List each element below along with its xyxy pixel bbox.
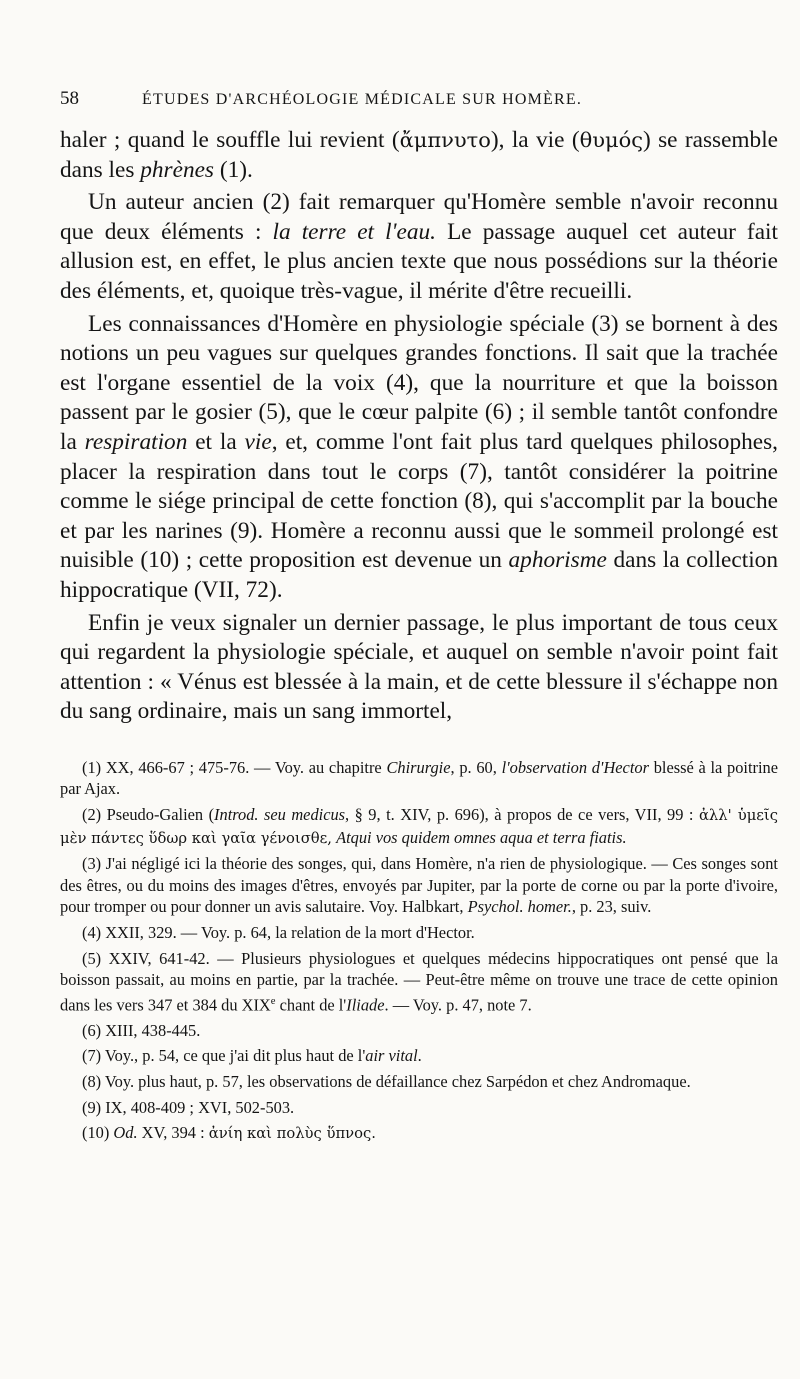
paragraph-4: Enfin je veux signaler un dernier passage, le plus important de tous ceux qui regardent la physiologie spéciale, et auquel on semble n'avoir point fait attention : « Vénus est blessée à la main, et de cette blessure il s'échappe non du sang ordinaire, mais un sang immortel,	[60, 609, 778, 725]
running-title: ÉTUDES D'ARCHÉOLOGIE MÉDICALE SUR HOMÈRE.	[142, 91, 583, 108]
greek-quote: ἀνίη καὶ πολὺς ὕπνος.	[208, 1125, 376, 1143]
greek-word: θυμός	[579, 128, 643, 152]
greek-word: ἄμπνυτο	[399, 128, 491, 152]
running-header	[60, 88, 778, 110]
footnote-1: (1) XX, 466-67 ; 475-76. — Voy. au chapitre Chirurgie, p. 60, l'observation d'Hector blessé à la poitrine par Ajax.	[60, 757, 779, 799]
footnote-2: (2) Pseudo-Galien (Introd. seu medicus, § 9, t. XIV, p. 696), à propos de ce vers, VII, 99 : ἀλλ' ὑμεῖς μὲν πάντες ὕδωρ καὶ γαῖα γένοισθε, Atqui vos quidem omnes aqua et terra fiatis.	[60, 805, 778, 847]
paragraph-1: haler ; quand le souffle lui revient (ἄμπνυτο), la vie (θυμός) se rassemble dans les phrènes (1).	[60, 127, 779, 183]
footnote-6: (6) XIII, 438-445.	[82, 1020, 201, 1040]
greek-quote: ἀλλ' ὑμεῖς μὲν πάντες ὕδωρ καὶ γαῖα γένοισθε,	[60, 807, 778, 847]
footnotes	[60, 757, 778, 1145]
footnote-8: (8) Voy. plus haut, p. 57, les observations de défaillance chez Sarpédon et chez Andromaque.	[82, 1072, 691, 1092]
main-text	[60, 126, 778, 727]
footnote-5: (5) XXIV, 641-42. — Plusieurs physiologues et quelques médecins hippocratiques ont pensé que la boisson passait, au moins en partie, par la trachée. — Peut-être même on trouve une trace de cette opinion dans les vers 347 et 384 du XIXe chant de l'Iliade. — Voy. p. 47, note 7.	[60, 948, 778, 1015]
page-number: 58	[60, 88, 79, 109]
paragraph-2: Un auteur ancien (2) fait remarquer qu'Homère semble n'avoir reconnu que deux éléments : la terre et l'eau. Le passage auquel cet auteur fait allusion est, en effet, le plus ancien texte que nous possédions sur la théorie des éléments, et, quoique très-vague, il mérite d'être recueilli.	[60, 189, 778, 304]
footnote-9: (9) IX, 408-409 ; XVI, 502-503.	[82, 1097, 295, 1117]
paragraph-3: Les connaissances d'Homère en physiologie spéciale (3) se bornent à des notions un peu vagues sur quelques grandes fonctions. Il sait que la trachée est l'organe essentiel de la voix (4), que la nourriture et que la boisson passent par le gosier (5), que le cœur palpite (6) ; il semble tantôt confondre la respiration et la vie, et, comme l'ont fait plus tard quelques philosophes, placer la respiration dans tout le corps (7), tantôt considérer la poitrine comme le siége principal de cette fonction (8), qui s'accomplit par la bouche et par les narines (9). Homère a reconnu aussi que le sommeil prolongé est nuisible (10) ; cette proposition est devenue un aphorisme dans la collection hippocratique (VII, 72).	[60, 310, 778, 603]
footnote-3: (3) J'ai négligé ici la théorie des songes, qui, dans Homère, n'a rien de physiologique. — Ces songes sont des êtres, ou du moins des images d'êtres, envoyés par Jupiter, par la porte de corne ou par la porte d'ivoire, pour tromper ou pour donner un avis salutaire. Voy. Halbkart, Psychol. homer., p. 23, suiv.	[60, 854, 778, 917]
footnote-4: (4) XXII, 329. — Voy. p. 64, la relation de la mort d'Hector.	[82, 923, 475, 943]
footnote-10: (10) Od. XV, 394 : ἀνίη καὶ πολὺς ὕπνος.	[82, 1123, 376, 1143]
footnote-7: (7) Voy., p. 54, ce que j'ai dit plus haut de l'air vital.	[82, 1046, 422, 1066]
